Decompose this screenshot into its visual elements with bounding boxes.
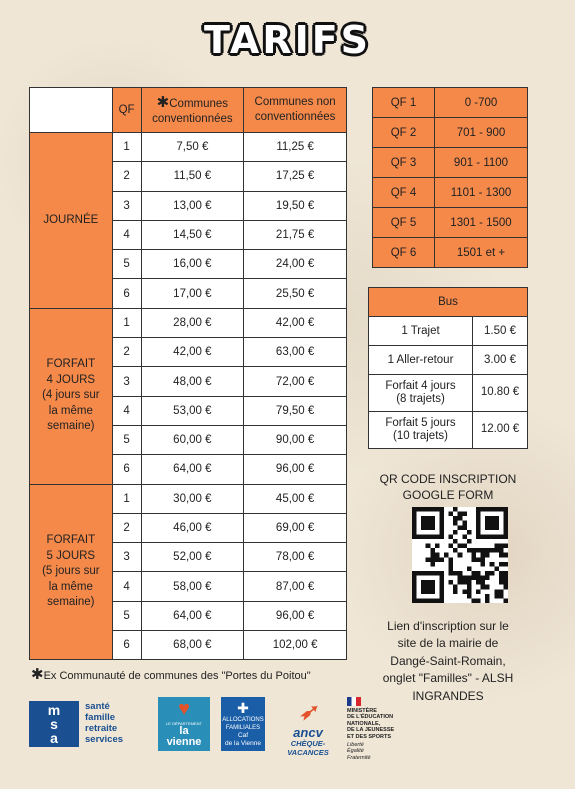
price-non-conventionnees: 17,25 € (244, 162, 347, 191)
price-conventionnees: 64,00 € (141, 455, 244, 484)
price-conventionnees: 14,50 € (141, 220, 244, 249)
qf-range-row (373, 88, 528, 118)
price-conventionnees: 60,00 € (141, 425, 244, 454)
bus-label: Forfait 4 jours (8 trajets) (369, 375, 473, 412)
bus-row (369, 317, 528, 346)
ministere-text: MINISTÈRE DE L'ÉDUCATION NATIONALE, DE LA JEUNESSE ET DES SPORTS (347, 708, 395, 740)
price-conventionnees: 16,00 € (141, 250, 244, 279)
qf-number: 1 (112, 133, 141, 162)
qf-number: 5 (112, 601, 141, 630)
price-non-conventionnees: 24,00 € (244, 250, 347, 279)
price-non-conventionnees: 19,50 € (244, 191, 347, 220)
price-non-conventionnees: 69,00 € (244, 513, 347, 542)
qf-number: 4 (112, 396, 141, 425)
qf-number: 1 (112, 308, 141, 337)
qf-number: 6 (112, 455, 141, 484)
ancv-text: ancv (293, 725, 323, 740)
bus-label: 1 Trajet (369, 317, 473, 346)
qf-number: 3 (112, 191, 141, 220)
tariff-row (30, 484, 347, 513)
partner-logos (29, 697, 549, 761)
qf-number: 2 (112, 338, 141, 367)
category-label: FORFAIT 5 JOURS (5 jours sur la même semaine) (30, 484, 113, 660)
bus-price: 10.80 € (473, 375, 528, 412)
qf-number: 5 (112, 425, 141, 454)
footnote-text: Ex Communauté de communes des "Portes du Poitou" (43, 670, 311, 682)
tariff-row (30, 133, 347, 162)
tariff-row (30, 308, 347, 337)
conventionnees-label: Communes conventionnées (152, 97, 233, 126)
qf-range-value: 901 - 1100 (435, 148, 528, 178)
qf-number: 1 (112, 484, 141, 513)
qf-range-key: QF 1 (373, 88, 435, 118)
corner-cell (30, 88, 113, 133)
msa-mark: m s a (29, 701, 79, 747)
ancv-logo (278, 697, 338, 757)
price-non-conventionnees: 96,00 € (244, 601, 347, 630)
qf-range-value: 1301 - 1500 (435, 208, 528, 238)
qf-range-table (372, 87, 528, 268)
qr-label: QR CODE INSCRIPTION GOOGLE FORM (379, 472, 517, 502)
vienne-text: la vienne (166, 725, 202, 748)
price-non-conventionnees: 11,25 € (244, 133, 347, 162)
price-conventionnees: 58,00 € (141, 572, 244, 601)
footnote (31, 665, 311, 683)
bus-row (369, 375, 528, 412)
qf-range-value: 701 - 900 (435, 118, 528, 148)
bus-price: 1.50 € (473, 317, 528, 346)
qf-header: QF (112, 88, 141, 133)
price-non-conventionnees: 87,00 € (244, 572, 347, 601)
price-non-conventionnees: 78,00 € (244, 543, 347, 572)
price-conventionnees: 11,50 € (141, 162, 244, 191)
price-conventionnees: 30,00 € (141, 484, 244, 513)
caf-logo (221, 697, 265, 751)
price-non-conventionnees: 25,50 € (244, 279, 347, 308)
price-conventionnees: 7,50 € (141, 133, 244, 162)
bus-row (369, 412, 528, 449)
qf-range-row (373, 118, 528, 148)
price-conventionnees: 28,00 € (141, 308, 244, 337)
bus-price: 12.00 € (473, 412, 528, 449)
price-non-conventionnees: 90,00 € (244, 425, 347, 454)
qf-range-row (373, 148, 528, 178)
qf-number: 5 (112, 250, 141, 279)
caf-name: Caf de la Vienne (224, 732, 262, 747)
price-conventionnees: 42,00 € (141, 338, 244, 367)
price-conventionnees: 46,00 € (141, 513, 244, 542)
asterisk-icon: ✱ (31, 666, 44, 683)
qf-range-value: 1501 et + (435, 238, 528, 268)
price-conventionnees: 53,00 € (141, 396, 244, 425)
bus-label: Forfait 5 jours (10 trajets) (369, 412, 473, 449)
price-non-conventionnees: 72,00 € (244, 367, 347, 396)
bus-label: 1 Aller-retour (369, 346, 473, 375)
price-conventionnees: 13,00 € (141, 191, 244, 220)
ministere-logo (347, 697, 427, 761)
qf-range-key: QF 4 (373, 178, 435, 208)
price-non-conventionnees: 102,00 € (244, 631, 347, 660)
qf-range-key: QF 2 (373, 118, 435, 148)
qf-number: 2 (112, 162, 141, 191)
category-label: FORFAIT 4 JOURS (4 jours sur la même semaine) (30, 308, 113, 484)
tariff-table (29, 87, 347, 660)
price-non-conventionnees: 96,00 € (244, 455, 347, 484)
price-conventionnees: 68,00 € (141, 631, 244, 660)
msa-logo (29, 697, 149, 751)
vienne-logo (158, 697, 210, 751)
price-non-conventionnees: 42,00 € (244, 308, 347, 337)
price-non-conventionnees: 21,75 € (244, 220, 347, 249)
bus-table (368, 287, 528, 449)
price-non-conventionnees: 45,00 € (244, 484, 347, 513)
price-conventionnees: 64,00 € (141, 601, 244, 630)
qf-number: 3 (112, 367, 141, 396)
msa-text: santé famille retraite services (85, 701, 124, 745)
qf-range-row (373, 208, 528, 238)
qf-range-value: 0 -700 (435, 88, 528, 118)
qf-range-row (373, 178, 528, 208)
qf-number: 4 (112, 572, 141, 601)
bus-price: 3.00 € (473, 346, 528, 375)
price-conventionnees: 48,00 € (141, 367, 244, 396)
non-conventionnees-header: Communes non conventionnées (244, 88, 347, 133)
qf-number: 6 (112, 631, 141, 660)
price-non-conventionnees: 63,00 € (244, 338, 347, 367)
price-non-conventionnees: 79,50 € (244, 396, 347, 425)
qr-code[interactable] (412, 507, 508, 603)
bus-row (369, 346, 528, 375)
bird-icon: ➶ (298, 699, 318, 724)
price-conventionnees: 52,00 € (141, 543, 244, 572)
qf-number: 3 (112, 543, 141, 572)
ministere-motto: Liberté Égalité Fraternité (347, 742, 371, 761)
qf-range-key: QF 5 (373, 208, 435, 238)
qf-number: 6 (112, 279, 141, 308)
caf-text: ALLOCATIONS FAMILIALES (222, 717, 264, 731)
qf-range-row (373, 238, 528, 268)
asterisk-icon: ✱ (156, 93, 170, 111)
conventionnees-header (141, 88, 244, 133)
ancv-sub: CHÈQUE-VACANCES (287, 739, 329, 757)
registration-link-text: Lien d'inscription sur le site de la mairie de Dangé-Saint-Romain, onglet "Familles" - ALSH INGRANDES (382, 619, 514, 703)
qf-range-key: QF 6 (373, 238, 435, 268)
bus-header: Bus (369, 288, 528, 317)
qf-number: 2 (112, 513, 141, 542)
qf-number: 4 (112, 220, 141, 249)
price-conventionnees: 17,00 € (141, 279, 244, 308)
flag-icon (347, 697, 361, 706)
page-title: TARIFS (203, 18, 372, 62)
vienne-small: LE DÉPARTEMENT (166, 721, 202, 726)
qf-range-key: QF 3 (373, 148, 435, 178)
heart-icon: ♥ (178, 698, 190, 720)
caf-emblem-icon: ✚ (237, 700, 249, 716)
qf-range-value: 1101 - 1300 (435, 178, 528, 208)
category-label: JOURNÉE (30, 133, 113, 309)
